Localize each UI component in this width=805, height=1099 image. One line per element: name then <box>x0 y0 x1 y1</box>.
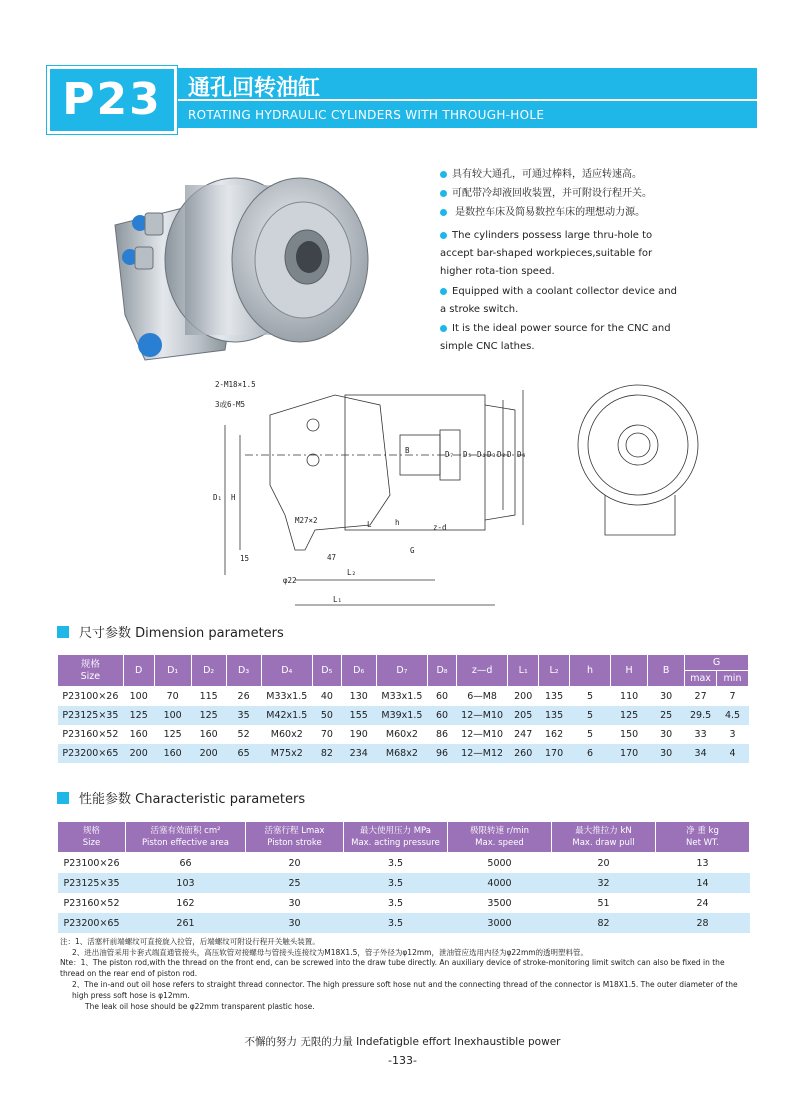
table-cell: 110 <box>611 687 648 707</box>
table-cell: 28 <box>656 913 750 933</box>
table-cell: 25 <box>648 706 685 725</box>
col-size: 规格 Size <box>58 655 124 687</box>
table-cell: 20 <box>246 853 344 874</box>
table-cell: P23125×35 <box>58 706 124 725</box>
table-cell: 3.5 <box>344 913 448 933</box>
drawing-label: D₆ <box>517 450 527 459</box>
drawing-label: L₁ <box>333 595 343 604</box>
table-cell: 5000 <box>448 853 552 874</box>
drawing-label: D₇ <box>445 450 455 459</box>
table-cell: 5 <box>569 706 610 725</box>
feature-item: It is the ideal power source for the CNC and simple CNC lathes. <box>440 323 671 352</box>
product-photo <box>85 165 375 370</box>
table-cell: M68x2 <box>376 744 427 763</box>
table-cell: M75x2 <box>261 744 312 763</box>
table-cell: 27 <box>685 687 717 707</box>
table-cell: P23200×65 <box>58 913 126 933</box>
note-en-1: Nte：1、The piston rod,with the thread on the front end, can be screwed into the draw tube directly. An auxiliary device of stroke-monitoring limit switch can also be fixed in the thread on the rear end of piston rod. <box>60 958 725 978</box>
table-cell: 30 <box>648 725 685 744</box>
col-header: H <box>611 655 648 687</box>
table-cell: 7 <box>717 687 749 707</box>
col-header: B <box>648 655 685 687</box>
drawing-label: D₃ <box>487 450 497 459</box>
drawing-label: D₄ <box>477 450 487 459</box>
bullet-icon <box>440 232 447 239</box>
col-header-g-max: max <box>685 671 717 687</box>
table-cell: 4 <box>717 744 749 763</box>
drawing-label: H <box>231 493 236 502</box>
table-cell: 130 <box>341 687 376 707</box>
table-cell: 29.5 <box>685 706 717 725</box>
table-cell: 12—M10 <box>456 706 507 725</box>
drawing-label: L₂ <box>347 568 357 577</box>
table-cell: 32 <box>552 873 656 893</box>
table-cell: 96 <box>428 744 457 763</box>
table-cell: 200 <box>191 744 226 763</box>
table-cell: M60x2 <box>376 725 427 744</box>
col-header: 净 重 kg Net WT. <box>656 822 750 853</box>
table-cell: 82 <box>552 913 656 933</box>
table-cell: 86 <box>428 725 457 744</box>
title-chinese: 通孔回转油缸 <box>188 76 321 101</box>
drawing-label: z-d <box>433 523 447 532</box>
table-cell: 260 <box>508 744 539 763</box>
col-header: D₇ <box>376 655 427 687</box>
col-header: 活塞行程 Lmax Piston stroke <box>246 822 344 853</box>
table-cell: 234 <box>341 744 376 763</box>
table-cell: 115 <box>191 687 226 707</box>
table-cell: 125 <box>191 706 226 725</box>
table-cell: 160 <box>191 725 226 744</box>
table-cell: P23200×65 <box>58 744 124 763</box>
table-cell: 33 <box>685 725 717 744</box>
table-row <box>58 725 749 744</box>
note-en-2: 2、The in-and out oil hose refers to straight thread connector. The high pressure soft hose nut and the connecting thread of the connector is M18X1.5. The outer diameter of the high press soft hose is φ12mm. <box>72 980 738 1000</box>
drawing-label: B <box>405 446 410 455</box>
table-cell: P23100×26 <box>58 687 124 707</box>
bullet-icon <box>440 171 447 178</box>
table-cell: 3.5 <box>344 873 448 893</box>
col-header: D₆ <box>341 655 376 687</box>
table-cell: 135 <box>539 687 570 707</box>
table-cell: 125 <box>154 725 191 744</box>
feature-item: 是数控车床及简易数控车床的理想动力源。 <box>440 204 680 222</box>
col-header: D₂ <box>191 655 226 687</box>
drawing-label: G <box>410 546 415 555</box>
bullet-icon <box>440 209 447 216</box>
table-cell: 3.5 <box>344 853 448 874</box>
table-row <box>58 873 750 893</box>
table-cell: 135 <box>539 706 570 725</box>
table-cell: 82 <box>312 744 341 763</box>
footer-slogan: 不懈的努力 无限的力量 Indefatigble effort Inexhaustible power <box>244 1036 561 1048</box>
table-cell: 160 <box>154 744 191 763</box>
table-cell: 3000 <box>448 913 552 933</box>
feature-item: Equipped with a coolant collector device and a stroke switch. <box>440 286 677 315</box>
col-header: L₂ <box>539 655 570 687</box>
table-cell: 51 <box>552 893 656 913</box>
table-cell: 100 <box>123 687 154 707</box>
table-cell: 14 <box>656 873 750 893</box>
table-cell: 155 <box>341 706 376 725</box>
col-header: D₄ <box>261 655 312 687</box>
dimension-table <box>57 654 749 763</box>
table-cell: 35 <box>226 706 261 725</box>
table-cell: 12—M10 <box>456 725 507 744</box>
col-header: 最大推拉力 kN Max. draw pull <box>552 822 656 853</box>
col-header: 极限转速 r/min Max. speed <box>448 822 552 853</box>
bullet-icon <box>440 288 447 295</box>
drawing-label: M27×2 <box>295 516 318 525</box>
title-english: ROTATING HYDRAULIC CYLINDERS WITH THROUGH-HOLE <box>188 108 545 122</box>
table-cell: 60 <box>428 687 457 707</box>
table-row <box>58 853 750 874</box>
table-cell: 30 <box>648 687 685 707</box>
table-cell: 5 <box>569 725 610 744</box>
page-number: -133- <box>388 1054 417 1067</box>
table-cell: 170 <box>611 744 648 763</box>
table-cell: 3 <box>717 725 749 744</box>
table-cell: M60x2 <box>261 725 312 744</box>
table-cell: 150 <box>611 725 648 744</box>
table-cell: 12—M12 <box>456 744 507 763</box>
table-cell: 160 <box>123 725 154 744</box>
note-cn-1: 注：1、活塞杆前端螺纹可直接旋入拉管，后端螺纹可附设行程开关触头装置。 <box>60 937 320 946</box>
section-square-icon <box>57 626 69 638</box>
note-en-3: The leak oil hose should be φ22mm transparent plastic hose. <box>85 1002 315 1011</box>
table-cell: 162 <box>539 725 570 744</box>
table-cell: M33x1.5 <box>261 687 312 707</box>
col-header: z—d <box>456 655 507 687</box>
table-cell: 170 <box>539 744 570 763</box>
table-cell: 70 <box>154 687 191 707</box>
col-header: 活塞有效面积 cm² Piston effective area <box>126 822 246 853</box>
table-row <box>58 913 750 933</box>
table-cell: M33x1.5 <box>376 687 427 707</box>
table-cell: 20 <box>552 853 656 874</box>
table-cell: 50 <box>312 706 341 725</box>
table-cell: M39x1.5 <box>376 706 427 725</box>
table-cell: 24 <box>656 893 750 913</box>
table-cell: P23125×35 <box>58 873 126 893</box>
col-header: D₈ <box>428 655 457 687</box>
table-cell: 125 <box>611 706 648 725</box>
characteristic-table <box>57 821 750 933</box>
section-square-icon <box>57 792 69 804</box>
table-cell: 66 <box>126 853 246 874</box>
table-cell: 65 <box>226 744 261 763</box>
drawing-label: h <box>395 518 400 527</box>
table-cell: 40 <box>312 687 341 707</box>
table-cell: 6—M8 <box>456 687 507 707</box>
col-header-g: G <box>685 655 749 671</box>
table-cell: 125 <box>123 706 154 725</box>
feature-item: 可配带冷却液回收装置，并可附设行程开关。 <box>440 185 680 203</box>
drawing-label: L <box>367 520 372 529</box>
col-header: h <box>569 655 610 687</box>
table-cell: 13 <box>656 853 750 874</box>
col-header: D₁ <box>154 655 191 687</box>
table-cell: 247 <box>508 725 539 744</box>
table-cell: M42x1.5 <box>261 706 312 725</box>
drawing-label: D <box>507 450 512 459</box>
bullet-icon <box>440 325 447 332</box>
table-cell: 200 <box>123 744 154 763</box>
col-header: 最大使用压力 MPa Max. acting pressure <box>344 822 448 853</box>
table-cell: 6 <box>569 744 610 763</box>
feature-item: 具有较大通孔，可通过棒料，适应转速高。 <box>440 166 680 184</box>
product-code: P23 <box>47 66 177 134</box>
table-cell: P23100×26 <box>58 853 126 874</box>
table-cell: 30 <box>648 744 685 763</box>
col-header: D₃ <box>226 655 261 687</box>
table-cell: 34 <box>685 744 717 763</box>
table-cell: 25 <box>246 873 344 893</box>
drawing-label: D₅ <box>463 450 473 459</box>
table-cell: 162 <box>126 893 246 913</box>
col-header-g-min: min <box>717 671 749 687</box>
table-cell: 52 <box>226 725 261 744</box>
table-row <box>58 744 749 763</box>
table-row <box>58 706 749 725</box>
table-cell: 190 <box>341 725 376 744</box>
note-cn-2: 2、进出油管采用卡套式端直通管接头，高压软管对接螺母与管接头连接纹为M18X1.5，管子外径为φ12mm，泄油管应选用内径为φ22mm的透明塑料管。 <box>72 948 589 957</box>
characteristic-heading: 性能参数 Characteristic parameters <box>57 788 305 807</box>
table-cell: P23160×52 <box>58 893 126 913</box>
table-cell: 30 <box>246 893 344 913</box>
table-cell: 30 <box>246 913 344 933</box>
table-cell: 26 <box>226 687 261 707</box>
table-cell: 261 <box>126 913 246 933</box>
drawing-label: φ22 <box>283 576 297 585</box>
table-cell: 3.5 <box>344 893 448 913</box>
feature-item: The cylinders possess large thru-hole to accept bar-shaped workpieces,suitable for higher rota-tion speed. <box>440 230 653 277</box>
table-cell: 70 <box>312 725 341 744</box>
table-cell: 4000 <box>448 873 552 893</box>
technical-drawing <box>205 375 705 610</box>
table-cell: 5 <box>569 687 610 707</box>
bullet-icon <box>440 190 447 197</box>
col-header: D₅ <box>312 655 341 687</box>
drawing-label: D₁ <box>213 493 223 502</box>
table-cell: P23160×52 <box>58 725 124 744</box>
col-header: 规格 Size <box>58 822 126 853</box>
table-cell: 3500 <box>448 893 552 913</box>
drawing-label: 15 <box>240 554 250 563</box>
dimension-heading: 尺寸参数 Dimension parameters <box>57 622 284 641</box>
table-row <box>58 687 749 707</box>
table-cell: 4.5 <box>717 706 749 725</box>
table-cell: 60 <box>428 706 457 725</box>
table-cell: 205 <box>508 706 539 725</box>
col-header: D <box>123 655 154 687</box>
table-cell: 100 <box>154 706 191 725</box>
table-cell: 103 <box>126 873 246 893</box>
col-header: L₁ <box>508 655 539 687</box>
table-cell: 200 <box>508 687 539 707</box>
drawing-label: 47 <box>327 553 337 562</box>
drawing-label: 2-M18×1.5 <box>215 380 256 389</box>
drawing-label: D₂ <box>497 450 507 459</box>
drawing-label: 3或6-M5 <box>215 400 246 409</box>
table-row <box>58 893 750 913</box>
